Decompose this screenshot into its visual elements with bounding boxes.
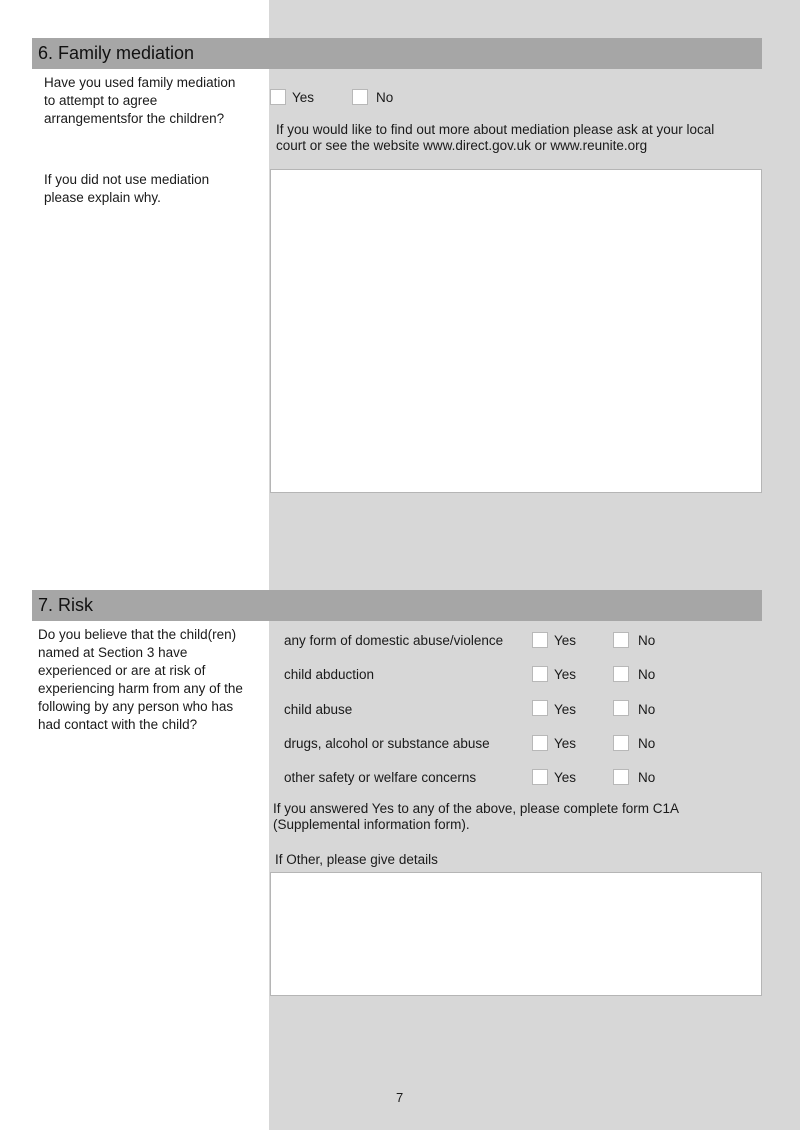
risk-item-yes-checkbox[interactable] (532, 666, 548, 682)
risk-item-yes-label: Yes (554, 633, 577, 648)
risk-item-no-label: No (638, 770, 656, 785)
risk-item-label: any form of domestic abuse/violence (284, 633, 504, 648)
risk-item-no-label: No (638, 667, 656, 682)
other-details-textarea[interactable] (270, 872, 762, 996)
risk-item-no-label: No (638, 702, 656, 717)
section-header-risk: 7. Risk (32, 590, 762, 621)
risk-item-yes-checkbox[interactable] (532, 700, 548, 716)
risk-item-no-checkbox[interactable] (613, 632, 629, 648)
risk-item-yes-label: Yes (554, 702, 577, 717)
risk-note-text: If you answered Yes to any of the above, please complete form C1A (Supplemental information form). (273, 801, 679, 832)
mediation-yes-checkbox[interactable] (270, 89, 286, 105)
risk-item-yes-checkbox[interactable] (532, 769, 548, 785)
risk-item-no-checkbox[interactable] (613, 666, 629, 682)
risk-item-yes-label: Yes (554, 667, 577, 682)
risk-item-label: drugs, alcohol or substance abuse (284, 736, 490, 751)
section-header-family-mediation: 6. Family mediation (32, 38, 762, 69)
risk-item-label: child abduction (284, 667, 375, 682)
other-details-label: If Other, please give details (275, 852, 438, 867)
risk-item-no-label: No (638, 736, 656, 751)
no-mediation-reason-textarea[interactable] (270, 169, 762, 493)
risk-item-no-checkbox[interactable] (613, 735, 629, 751)
risk-item-no-checkbox[interactable] (613, 700, 629, 716)
mediation-no-checkbox[interactable] (352, 89, 368, 105)
risk-item-yes-checkbox[interactable] (532, 632, 548, 648)
risk-item-no-checkbox[interactable] (613, 769, 629, 785)
page-number: 7 (396, 1090, 404, 1105)
risk-item-label: other safety or welfare concerns (284, 770, 477, 785)
mediation-yes-label: Yes (292, 90, 315, 105)
risk-question-label: Do you believe that the child(ren) named at Section 3 have experienced or are at risk of experiencing harm from any of the following by any person who has had contact with the child? (38, 627, 243, 732)
risk-item-yes-label: Yes (554, 736, 577, 751)
risk-item-no-label: No (638, 633, 656, 648)
mediation-no-label: No (376, 90, 394, 105)
risk-item-label: child abuse (284, 702, 353, 717)
risk-item-yes-label: Yes (554, 770, 577, 785)
mediation-question-label: Have you used family mediation to attempt to agree arrangementsfor the children? (44, 75, 236, 126)
risk-item-yes-checkbox[interactable] (532, 735, 548, 751)
no-mediation-reason-label: If you did not use mediation please explain why. (44, 172, 210, 205)
mediation-info-text: If you would like to find out more about mediation please ask at your local court or see the website www.direct.gov.uk or www.reunite.org (276, 122, 715, 153)
